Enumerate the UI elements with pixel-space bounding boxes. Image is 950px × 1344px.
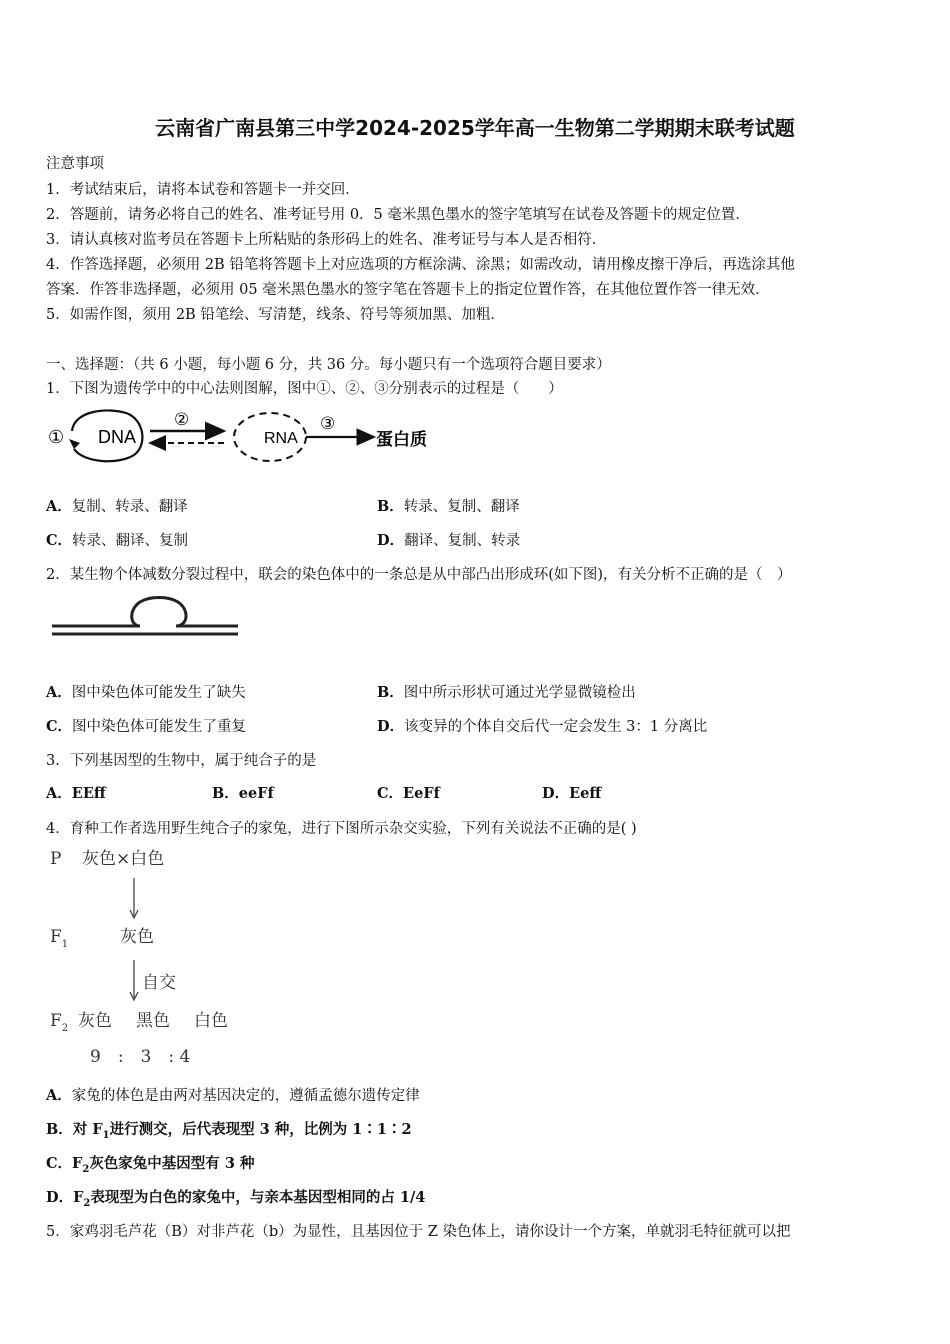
notice-item-4-cont: 答案．作答非选择题，必须用 05 毫米黑色墨水的签字笔在答题卡上的指定位置作答，在其他位置作答一律无效． xyxy=(46,282,770,298)
rna-label: RNA xyxy=(264,430,298,447)
notice-heading: 注意事项 xyxy=(46,156,104,172)
f2-ratio: 9 : 3 : 4 xyxy=(90,1047,191,1067)
q3-stem: 3．下列基因型的生物中，属于纯合子的是 xyxy=(46,753,317,769)
chromosome-with-loop xyxy=(52,598,238,627)
q1-stem: 1．下图为遗传学中的中心法则图解，图中①、②、③分别表示的过程是（ ） xyxy=(46,381,563,397)
selfing-label: 自交 xyxy=(142,973,176,993)
process-1-label: ① xyxy=(48,427,65,448)
q1-option-b[interactable]: B．转录、复制、翻译 xyxy=(377,498,520,515)
section-heading: 一、选择题：（共 6 小题，每小题 6 分，共 36 分。每小题只有一个选项符合题目要求） xyxy=(46,357,611,373)
parent-cross: 灰色×白色 xyxy=(82,849,165,869)
process-3-label: ③ xyxy=(320,414,336,434)
replication-arrowhead xyxy=(69,439,80,449)
f2-white: 白色 xyxy=(194,1011,228,1031)
central-dogma-diagram xyxy=(44,405,444,467)
process-2-label: ② xyxy=(174,410,190,430)
protein-label: 蛋白质 xyxy=(376,430,427,450)
p-label: P xyxy=(50,849,62,869)
q4-stem: 4．育种工作者选用野生纯合子的家兔，进行下图所示杂交实验，下列有关说法不正确的是( ) xyxy=(46,821,637,837)
f1-label: $F_1$ xyxy=(50,927,69,950)
f2-label: $F_2$ xyxy=(50,1011,69,1034)
q1-option-c[interactable]: C．转录、翻译、复制 xyxy=(46,532,189,549)
q4-option-c[interactable]: C．$F_2$灰色家兔中基因型有 3 种 xyxy=(46,1155,255,1175)
notice-item-1: 1．考试结束后，请将本试卷和答题卡一并交回． xyxy=(46,182,360,198)
q3-option-d[interactable]: D．Eeff xyxy=(542,785,602,802)
notice-item-3: 3．请认真核对监考员在答题卡上所粘贴的条形码上的姓名、准考证号与本人是否相符． xyxy=(46,232,607,248)
q2-stem: 2．某生物个体减数分裂过程中，联会的染色体中的一条总是从中部凸出形成环(如下图)，有关分析不正确的是（ ） xyxy=(46,567,792,583)
f2-black: 黑色 xyxy=(136,1011,170,1031)
notice-item-5: 5．如需作图，须用 2B 铅笔绘、写清楚，线条、符号等须加黑、加粗． xyxy=(46,307,505,323)
q2-option-a[interactable]: A．图中染色体可能发生了缺失 xyxy=(46,684,246,701)
notice-item-4: 4．作答选择题，必须用 2B 铅笔将答题卡上对应选项的方框涂满、涂黑；如需改动，请用橡皮擦干净后，再选涂其他 xyxy=(46,257,795,273)
chromosome-loop-diagram xyxy=(48,592,248,648)
q1-option-d[interactable]: D．翻译、复制、转录 xyxy=(377,532,521,549)
q4-option-b[interactable]: B．对 $F_1$进行测交，后代表现型 3 种，比例为 1∶1∶2 xyxy=(46,1121,412,1141)
notice-item-2: 2．答题前，请务必将自己的姓名、准考证号用 0．5 毫米黑色墨水的签字笔填写在试卷及答题卡的规定位置． xyxy=(46,207,750,223)
f2-gray: 灰色 xyxy=(78,1011,112,1031)
rabbit-cross-diagram xyxy=(46,842,266,1070)
q2-option-b[interactable]: B．图中所示形状可通过光学显微镜检出 xyxy=(377,684,636,701)
dna-label: DNA xyxy=(98,427,137,447)
q2-option-d[interactable]: D．该变异的个体自交后代一定会发生 3：1 分离比 xyxy=(377,718,708,735)
q3-option-c[interactable]: C．EeFf xyxy=(377,785,440,802)
q1-option-a[interactable]: A．复制、转录、翻译 xyxy=(46,498,188,515)
page-title: 云南省广南县第三中学2024-2025学年高一生物第二学期期末联考试题 xyxy=(155,116,795,140)
q3-option-a[interactable]: A．EEff xyxy=(46,785,106,802)
q5-stem: 5．家鸡羽毛芦花（B）对非芦花（b）为显性，且基因位于 Z 染色体上，请你设计一个方案，单就羽毛特征就可以把 xyxy=(46,1224,791,1240)
q4-option-d[interactable]: D．$F_2$表现型为白色的家兔中，与亲本基因型相同的占 1/4 xyxy=(46,1189,426,1209)
q3-option-b[interactable]: B．eeFf xyxy=(212,785,274,802)
f1-phenotype: 灰色 xyxy=(120,927,154,947)
q2-option-c[interactable]: C．图中染色体可能发生了重复 xyxy=(46,718,247,735)
q4-option-a[interactable]: A．家兔的体色是由两对基因决定的，遵循孟德尔遗传定律 xyxy=(46,1087,420,1104)
